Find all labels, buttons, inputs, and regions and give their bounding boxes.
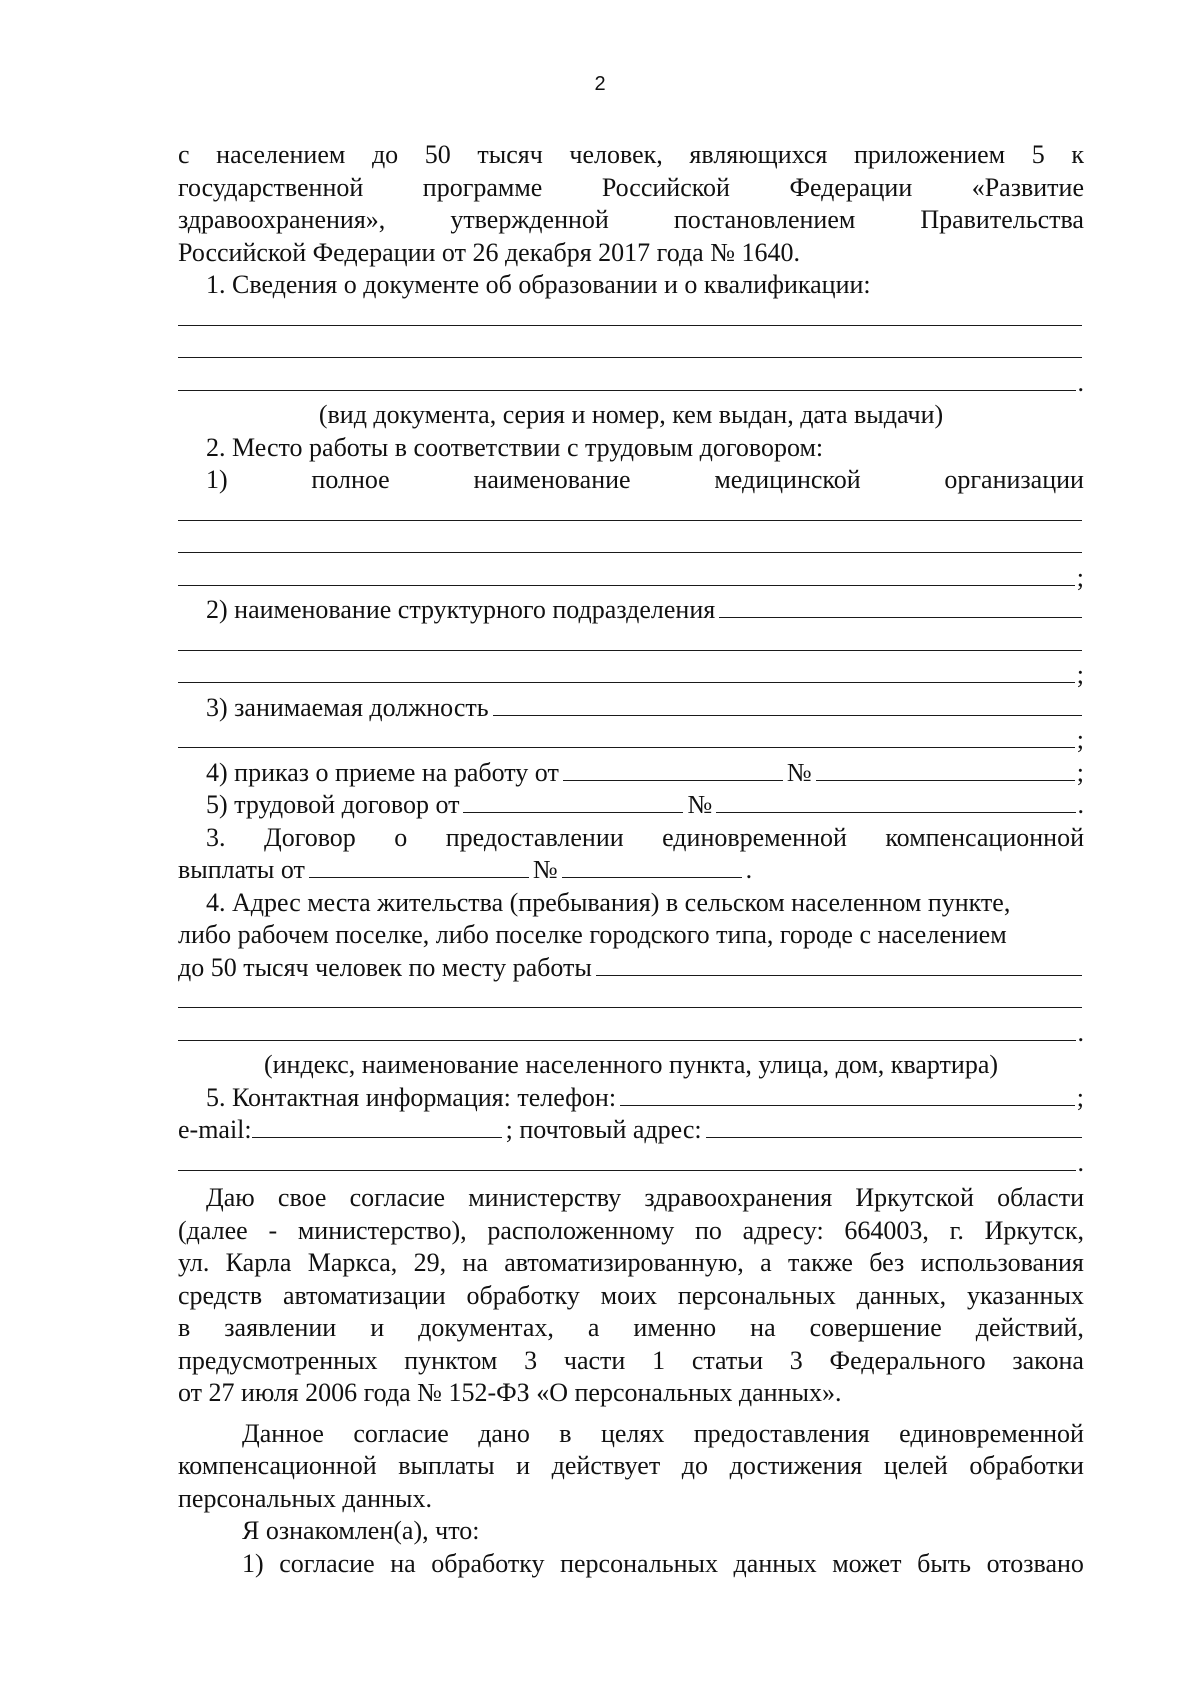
department-label: 2) наименование структурного подразделения (206, 595, 716, 624)
department-row (178, 594, 1084, 627)
education-field-line[interactable] (178, 334, 1084, 367)
word: части (563, 1345, 626, 1375)
word: достижения (729, 1451, 863, 1480)
word: министерству (468, 1183, 622, 1212)
word: отозвано (986, 1548, 1084, 1578)
form-body (178, 139, 1084, 1580)
line-end: . (1077, 790, 1084, 819)
word: компенсационной (885, 822, 1084, 852)
consent-line-5 (178, 1312, 1084, 1345)
number-sign: № (687, 790, 713, 819)
word: ул. (178, 1248, 210, 1277)
position-field-line[interactable] (178, 724, 1084, 757)
number-sign: № (786, 757, 812, 787)
word: «Развитие (971, 172, 1084, 202)
word: 50 (424, 140, 451, 169)
organization-name-label (178, 464, 1084, 497)
word: населением (216, 140, 346, 169)
word: 664003, (844, 1215, 929, 1245)
compensation-contract-date-field[interactable] (309, 854, 529, 878)
word: автоматизации (283, 1280, 446, 1310)
address-line-3 (178, 952, 1084, 985)
word: средств (178, 1280, 263, 1310)
position-row (178, 692, 1084, 725)
word: по (695, 1215, 722, 1245)
word: Правительства (920, 205, 1084, 234)
word: целях (600, 1418, 665, 1448)
word: 3 (524, 1345, 538, 1375)
word: наименование (473, 465, 631, 494)
word: 3 (789, 1345, 803, 1375)
word: статьи (691, 1345, 764, 1375)
word: здравоохранения (644, 1183, 833, 1212)
line-end: . (1077, 367, 1084, 397)
word: автоматизированную, (504, 1248, 744, 1277)
word: Карла (225, 1248, 292, 1277)
word: Иркутск, (984, 1215, 1084, 1245)
employment-contract-date-field[interactable] (463, 789, 683, 813)
word: быть (917, 1548, 972, 1578)
word: согласие (349, 1183, 446, 1212)
word: обработки (969, 1451, 1084, 1480)
word: утвержденной (450, 205, 609, 234)
education-field-line[interactable] (178, 302, 1084, 335)
word: а (760, 1248, 772, 1277)
word: на (750, 1313, 776, 1342)
word: 3. (206, 822, 226, 852)
word: согласие (353, 1418, 449, 1448)
word: действий, (975, 1313, 1084, 1342)
word: в (559, 1418, 572, 1448)
consent-line-1 (178, 1182, 1084, 1215)
word: заявлении (224, 1313, 337, 1342)
word: Маркса, (307, 1248, 398, 1277)
word: тысяч (477, 140, 543, 169)
address-field-line[interactable] (178, 984, 1084, 1017)
word: без (869, 1248, 905, 1277)
line-end: ; (1076, 562, 1084, 592)
education-caption: (вид документа, серия и номер, кем выдан, дата выдачи) (318, 400, 944, 429)
word: указанных (967, 1280, 1084, 1310)
compensation-contract-line-2 (178, 854, 1084, 887)
word: использования (920, 1248, 1084, 1277)
line-end: ; (1076, 725, 1084, 754)
word: свое (277, 1183, 327, 1212)
phone-field[interactable] (620, 1082, 1075, 1106)
word: - (268, 1215, 278, 1245)
word: может (832, 1548, 902, 1578)
word: обработку (466, 1280, 580, 1310)
hiring-order-number-field[interactable] (816, 757, 1075, 781)
word: Российской (601, 172, 730, 202)
address-field[interactable] (596, 952, 1082, 976)
word: в (178, 1313, 191, 1342)
address-line-2: либо рабочем поселке, либо поселке городского типа, городе с населением (178, 920, 1007, 949)
word: министерство), (297, 1215, 467, 1245)
word: моих (600, 1280, 658, 1310)
word: здравоохранения», (178, 205, 386, 234)
department-field-line[interactable] (178, 627, 1084, 660)
organization-field-line[interactable] (178, 562, 1084, 595)
compensation-contract-line-1 (178, 822, 1084, 855)
word: действует (551, 1451, 661, 1480)
word: расположенному (487, 1215, 675, 1245)
organization-field-line[interactable] (178, 497, 1084, 530)
email-label: e-mail: (178, 1115, 252, 1144)
word: медицинской (714, 465, 861, 494)
consent-line-2 (178, 1215, 1084, 1248)
word: Даю (206, 1183, 255, 1212)
word: закона (1012, 1345, 1084, 1375)
word: предоставления (693, 1418, 870, 1448)
word: данных, (856, 1280, 947, 1310)
address-line-1: 4. Адрес места жительства (пребывания) в сельском населенном пункте, (206, 887, 1011, 917)
intro-line-2 (178, 172, 1084, 205)
word: 5 (1031, 140, 1045, 169)
line-end: ; (1076, 1082, 1084, 1112)
word: выплаты (398, 1451, 495, 1480)
word: также (787, 1248, 853, 1277)
postal-address-field[interactable] (706, 1114, 1082, 1138)
word: дано (478, 1418, 530, 1448)
word: персональных (560, 1548, 718, 1578)
employment-contract-label: 5) трудовой договор от (206, 790, 460, 819)
word: на (390, 1548, 416, 1578)
education-field-line[interactable] (178, 367, 1084, 400)
word: персональных (677, 1280, 836, 1310)
word: организации (944, 465, 1084, 494)
word: и (370, 1313, 385, 1342)
word: обработку (431, 1548, 545, 1578)
hiring-order-row (178, 757, 1084, 790)
word: (далее (178, 1215, 248, 1245)
acknowledgement-line-2 (178, 1548, 1084, 1581)
word: согласие (279, 1548, 375, 1578)
address-caption: (индекс, наименование населенного пункта, улица, дом, квартира) (263, 1050, 999, 1079)
purpose-line-3: персональных данных. (178, 1483, 432, 1513)
word: единовременной (899, 1418, 1084, 1448)
word: Данное (242, 1418, 324, 1448)
word: единовременной (662, 822, 847, 852)
contact-phone-label: 5. Контактная информация: телефон: (206, 1082, 617, 1112)
word: государственной (178, 172, 364, 202)
word: целей (883, 1451, 948, 1480)
word: полное (311, 465, 390, 494)
intro-line-1 (178, 139, 1084, 172)
consent-line-7: от 27 июля 2006 года № 152-ФЗ «О персональных данных». (178, 1378, 842, 1407)
word: постановлением (673, 205, 856, 234)
department-field-line[interactable] (178, 659, 1084, 692)
word: 1) (242, 1548, 264, 1578)
word: 1) (206, 465, 228, 494)
word: являющихся (689, 140, 828, 169)
word: а (587, 1313, 600, 1342)
line-end: . (1077, 1147, 1084, 1177)
line-end: ; (1076, 757, 1084, 787)
department-field[interactable] (719, 594, 1082, 618)
postal-address-label: ; почтовый адрес: (505, 1115, 702, 1144)
purpose-line-2 (178, 1450, 1084, 1483)
purpose-line-1 (178, 1418, 1084, 1451)
word: именно (633, 1313, 717, 1342)
word: человек, (569, 140, 663, 169)
word: г. (949, 1215, 964, 1245)
word: Иркутской (855, 1183, 974, 1212)
word: с (178, 140, 190, 169)
contact-email-row (178, 1114, 1084, 1147)
acknowledgement-line-1: Я ознакомлен(а), что: (242, 1516, 480, 1545)
word: предоставлении (445, 822, 624, 852)
word: пунктом (404, 1345, 498, 1375)
word: до (681, 1451, 709, 1480)
organization-field-line[interactable] (178, 529, 1084, 562)
intro-line-3 (178, 204, 1084, 237)
page-number: 2 (594, 73, 606, 95)
position-label: 3) занимаемая должность (206, 692, 489, 722)
employment-contract-number-field[interactable] (716, 789, 1075, 813)
word: о (394, 822, 408, 852)
word: адресу: (742, 1215, 824, 1245)
word: Договор (263, 822, 356, 852)
number-sign: № (532, 855, 558, 884)
word: и (516, 1451, 531, 1480)
word: до (371, 140, 399, 169)
word: компенсационной (178, 1451, 377, 1480)
compensation-contract-label: выплаты от (178, 855, 305, 884)
word: Федерации (789, 172, 913, 202)
word: документах, (418, 1313, 554, 1342)
line-end: . (745, 855, 753, 884)
word: на (462, 1248, 488, 1277)
word: 29, (413, 1248, 447, 1277)
workplace-heading: 2. Место работы в соответствии с трудовым договором: (206, 432, 824, 462)
word: программе (422, 172, 543, 202)
hiring-order-date-field[interactable] (563, 757, 783, 781)
hiring-order-label: 4) приказ о приеме на работу от (206, 757, 559, 787)
word: приложением (853, 140, 1006, 169)
word: данных (733, 1548, 817, 1578)
consent-line-6 (178, 1345, 1084, 1378)
compensation-contract-number-field[interactable] (562, 854, 742, 878)
postal-address-field-line[interactable] (178, 1147, 1084, 1180)
word: 1 (652, 1345, 666, 1375)
email-field[interactable] (252, 1114, 502, 1138)
word: области (997, 1183, 1084, 1212)
line-end: . (1077, 1017, 1084, 1047)
position-field[interactable] (493, 692, 1082, 716)
address-label: до 50 тысяч человек по месту работы (178, 952, 592, 982)
word: Федерального (829, 1345, 986, 1375)
word: к (1071, 140, 1084, 169)
intro-line-4: Российской Федерации от 26 декабря 2017 года № 1640. (178, 237, 801, 267)
education-heading: 1. Сведения о документе об образовании и о квалификации: (206, 270, 871, 299)
consent-line-3 (178, 1247, 1084, 1280)
contact-phone-row (178, 1082, 1084, 1115)
word: совершение (809, 1313, 942, 1342)
employment-contract-row (178, 789, 1084, 822)
line-end: ; (1076, 660, 1084, 689)
consent-line-4 (178, 1280, 1084, 1313)
word: предусмотренных (178, 1345, 378, 1375)
address-field-line[interactable] (178, 1017, 1084, 1050)
